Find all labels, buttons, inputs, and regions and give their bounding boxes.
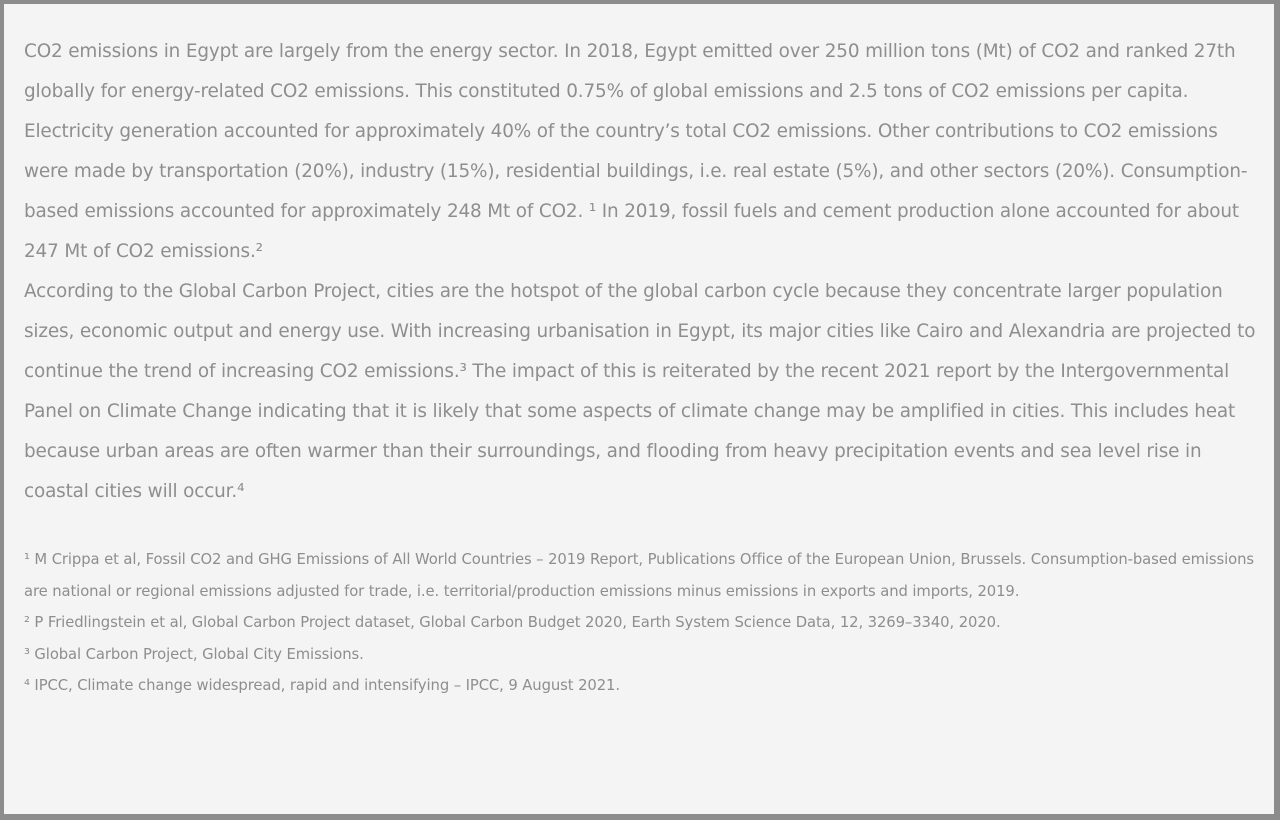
article-content: [24, 32, 1259, 702]
footnote-3: ³ Global Carbon Project, Global City Emissions.: [24, 645, 364, 663]
footnote-4: ⁴ IPCC, Climate change widespread, rapid and intensifying – IPCC, 9 August 2021.: [24, 677, 620, 694]
paragraph-energy-emissions: CO2 emissions in Egypt are largely from the energy sector. In 2018, Egypt emitted over 250 million tons (Mt) of CO2 and ranked 27th globally for energy-related CO2 emissions. This constituted 0.75% of global emissions and 2.5 tons of CO2 emissions per capita. Electricity generation accounted for approximately 40% of the country’s total CO2 emissions. Other contributions to CO2 emissions were made by transportation (20%), industry (15%), residential buildings, i.e. real estate (5%), and other sectors (20%). Consumption-based emissions accounted for approximately 248 Mt of CO2. ¹ In 2019, fossil fuels and cement production alone accounted for about 247 Mt of CO2 emissions.²: [24, 41, 1248, 262]
footnotes-section: [24, 544, 1259, 702]
article-body: [24, 32, 1259, 512]
footnote-1: ¹ M Crippa et al, Fossil CO2 and GHG Emissions of All World Countries – 2019 Report, Publications Office of the European Union, Brussels. Consumption-based emissions are national or regional emissions adjusted for trade, i.e. territorial/production emissions minus emissions in exports and imports, 2019.: [24, 551, 1255, 600]
footnote-2: ² P Friedlingstein et al, Global Carbon Project dataset, Global Carbon Budget 2020, Earth System Science Data, 12, 3269–3340, 2020.: [24, 614, 1001, 631]
document-panel: [4, 4, 1274, 814]
paragraph-urban-emissions: According to the Global Carbon Project, cities are the hotspot of the global carbon cycle because they concentrate larger population sizes, economic output and energy use. With increasing urbanisation in Egypt, its major cities like Cairo and Alexandria are projected to continue the trend of increasing CO2 emissions.³ The impact of this is reiterated by the recent 2021 report by the Intergovernmental Panel on Climate Change indicating that it is likely that some aspects of climate change may be amplified in cities. This includes heat because urban areas are often warmer than their surroundings, and flooding from heavy precipitation events and sea level rise in coastal cities will occur.⁴: [24, 281, 1256, 502]
